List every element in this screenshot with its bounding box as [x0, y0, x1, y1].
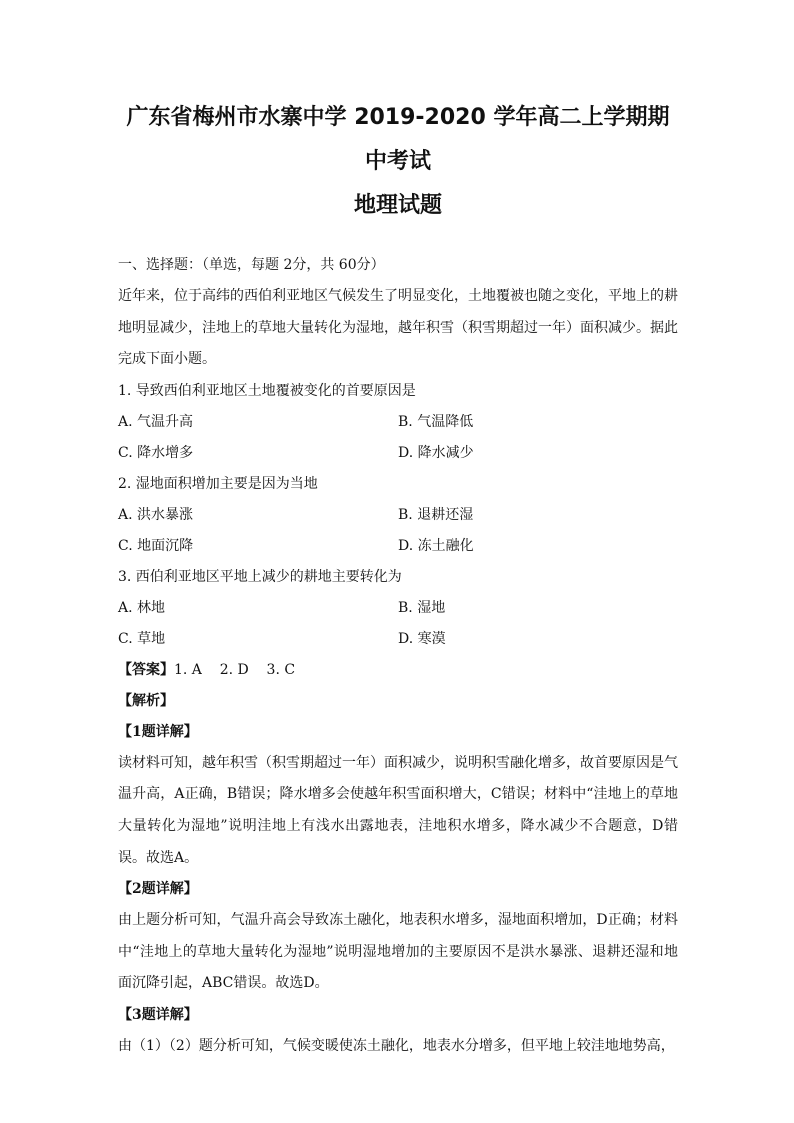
title-line-1: 广东省梅州市水寨中学 2019-2020 学年高二上学期期中考试 [126, 105, 670, 174]
answer-line [118, 655, 678, 686]
document-page [118, 96, 678, 1063]
question-1-stem: 1. 导致西伯利亚地区土地覆被变化的首要原因是 [118, 382, 416, 399]
detail-3-label: 【3题详解】 [118, 1006, 198, 1023]
option-a: A. 洪水暴涨 [118, 506, 194, 523]
answer-text: 1. A 2. D 3. C [174, 661, 296, 678]
option-d: D. 降水减少 [398, 444, 474, 461]
question-3-options-row-2 [118, 624, 678, 655]
option-c: C. 降水增多 [118, 444, 194, 461]
detail-1-text: 读材料可知，越年积雪（积雪期超过一年）面积减少，说明积雪融化增多，故首要原因是气温升高，A正确，B错误；降水增多会使越年积雪面积增大，C错误；材料中“洼地上的草地大量转化为湿地”说明洼地上有浅水出露地表，洼地积水增多，降水减少不合题意，D错误。故选A。 [118, 754, 678, 866]
option-a: A. 气温升高 [118, 413, 194, 430]
option-b: B. 退耕还湿 [398, 506, 474, 523]
option-d: D. 寒漠 [398, 630, 446, 647]
detail-2-label: 【2题详解】 [118, 881, 198, 898]
question-2-options-row-2 [118, 531, 678, 562]
title-line-2: 地理试题 [353, 193, 442, 218]
option-a: A. 林地 [118, 599, 166, 616]
question-2-options-row-1 [118, 500, 678, 531]
option-b: B. 湿地 [398, 599, 446, 616]
detail-2-text: 由上题分析可知，气温升高会导致冻土融化，地表积水增多，湿地面积增加，D正确；材料中“洼地上的草地大量转化为湿地”说明湿地增加的主要原因不是洪水暴涨、退耕还湿和地面沉降引起，ABC错误。故选D。 [118, 912, 678, 992]
option-c: C. 地面沉降 [118, 537, 194, 554]
detail-1-label: 【1题详解】 [118, 723, 198, 740]
question-2-stem: 2. 湿地面积增加主要是因为当地 [118, 475, 318, 492]
answer-label: 【答案】 [118, 661, 174, 678]
intro-paragraph: 近年来，位于高纬的西伯利亚地区气候发生了明显变化，土地覆被也随之变化，平地上的耕地明显减少，洼地上的草地大量转化为湿地，越年积雪（积雪期超过一年）面积减少。据此完成下面小题。 [118, 288, 678, 368]
question-1-options-row-1 [118, 407, 678, 438]
option-b: B. 气温降低 [398, 413, 474, 430]
question-3-options-row-1 [118, 593, 678, 624]
question-3-stem: 3. 西伯利亚地区平地上减少的耕地主要转化为 [118, 568, 402, 585]
question-1-options-row-2 [118, 438, 678, 469]
analysis-label: 【解析】 [118, 692, 174, 709]
option-c: C. 草地 [118, 630, 166, 647]
detail-3-text: 由（1）（2）题分析可知，气候变暖使冻土融化，地表水分增多，但平地上较洼地地势高， [118, 1037, 675, 1054]
section-heading: 一、选择题：（单选，每题 2分，共 60分） [118, 257, 385, 273]
document-title [118, 96, 678, 228]
option-d: D. 冻土融化 [398, 537, 474, 554]
